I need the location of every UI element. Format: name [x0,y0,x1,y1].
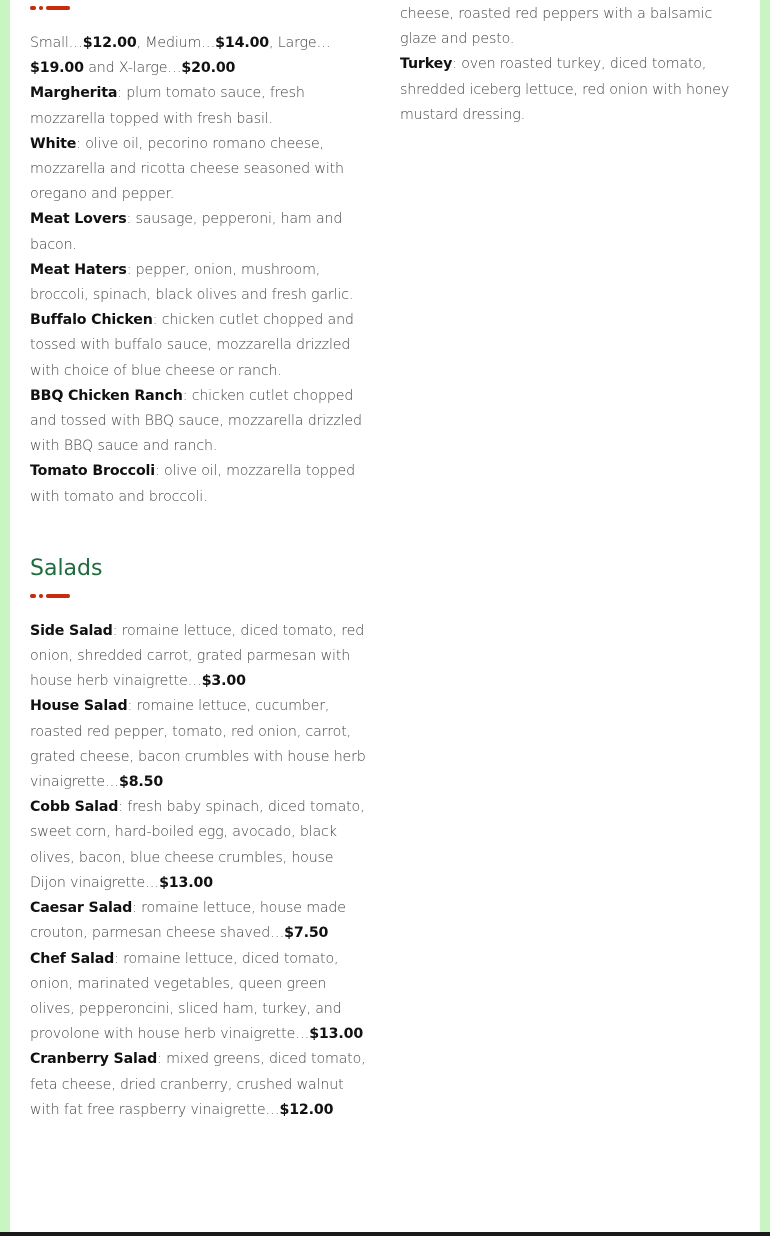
menu-item-tomato-broccoli: Tomato Broccoli: olive oil, mozzarella topped with tomato and broccoli. [30,463,355,505]
menu-item-cranberry-salad: Cranberry Salad: mixed greens, diced tomato, feta cheese, dried cranberry, crushed walnut with fat free raspberry vinaigrette…$12.00 [30,1051,366,1118]
menu-page [10,0,760,1232]
menu-item-meat-haters: Meat Haters: pepper, onion, mushroom, broccoli, spinach, black olives and fresh garlic. [30,261,354,304]
pizza-section-divider [30,6,70,10]
menu-item-bbq-chicken-ranch: BBQ Chicken Ranch: chicken cutlet chopped and tossed with BBQ sauce, mozzarella drizzled with BBQ sauce and ranch. [30,387,362,455]
menu-item-chef-salad: Chef Salad: romaine lettuce, diced tomato, onion, marinated vegetables, queen green olives, pepperoncini, sliced ham, turkey, and provolone with house herb vinaigrette…$13.00 [30,950,364,1043]
menu-item-caesar-salad: Caesar Salad: romaine lettuce, house made crouton, parmesan cheese shaved…$7.50 [30,900,346,942]
menu-item-white: White: olive oil, pecorino romano cheese, mozzarella and ricotta cheese seasoned with oregano and pepper. [30,135,344,203]
footer-edge [0,1232,770,1236]
menu-item-cobb-salad: Cobb Salad: fresh baby spinach, diced tomato, sweet corn, hard-boiled egg, avocado, black olives, bacon, blue cheese crumbles, house Dijon vinaigrette…$13.00 [30,799,365,891]
menu-item-turkey: Turkey: oven roasted turkey, diced tomato, shredded iceberg lettuce, red onion with honey mustard dressing. [400,56,730,123]
menu-item-buffalo-chicken: Buffalo Chicken: chicken cutlet chopped and tossed with buffalo sauce, mozzarella drizzled with choice of blue cheese or ranch. [30,312,354,379]
left-column [30,0,370,1123]
menu-item-continued: cheese, roasted red peppers with a balsamic glaze and pesto. [400,6,713,48]
menu-item-meat-lovers: Meat Lovers: sausage, pepperoni, ham and bacon. [30,211,343,253]
menu-item-side-salad: Side Salad: romaine lettuce, diced tomato, red onion, shredded carrot, grated parmesan with house herb vinaigrette…$3.00 [30,622,365,690]
menu-item-house-salad: House Salad: romaine lettuce, cucumber, roasted red pepper, tomato, red onion, carrot, grated cheese, bacon crumbles with house herb vinaigrette…$8.50 [30,698,366,791]
pizza-sizes: Small…$12.00, Medium…$14.00, Large…$19.00 and X-large…$20.00 [30,35,331,77]
menu-item-margherita: Margherita: plum tomato sauce, fresh mozzarella topped with fresh basil. [30,85,305,127]
salads-section-divider [30,594,70,598]
right-column [400,0,740,128]
salads-heading: Salads [30,555,103,581]
